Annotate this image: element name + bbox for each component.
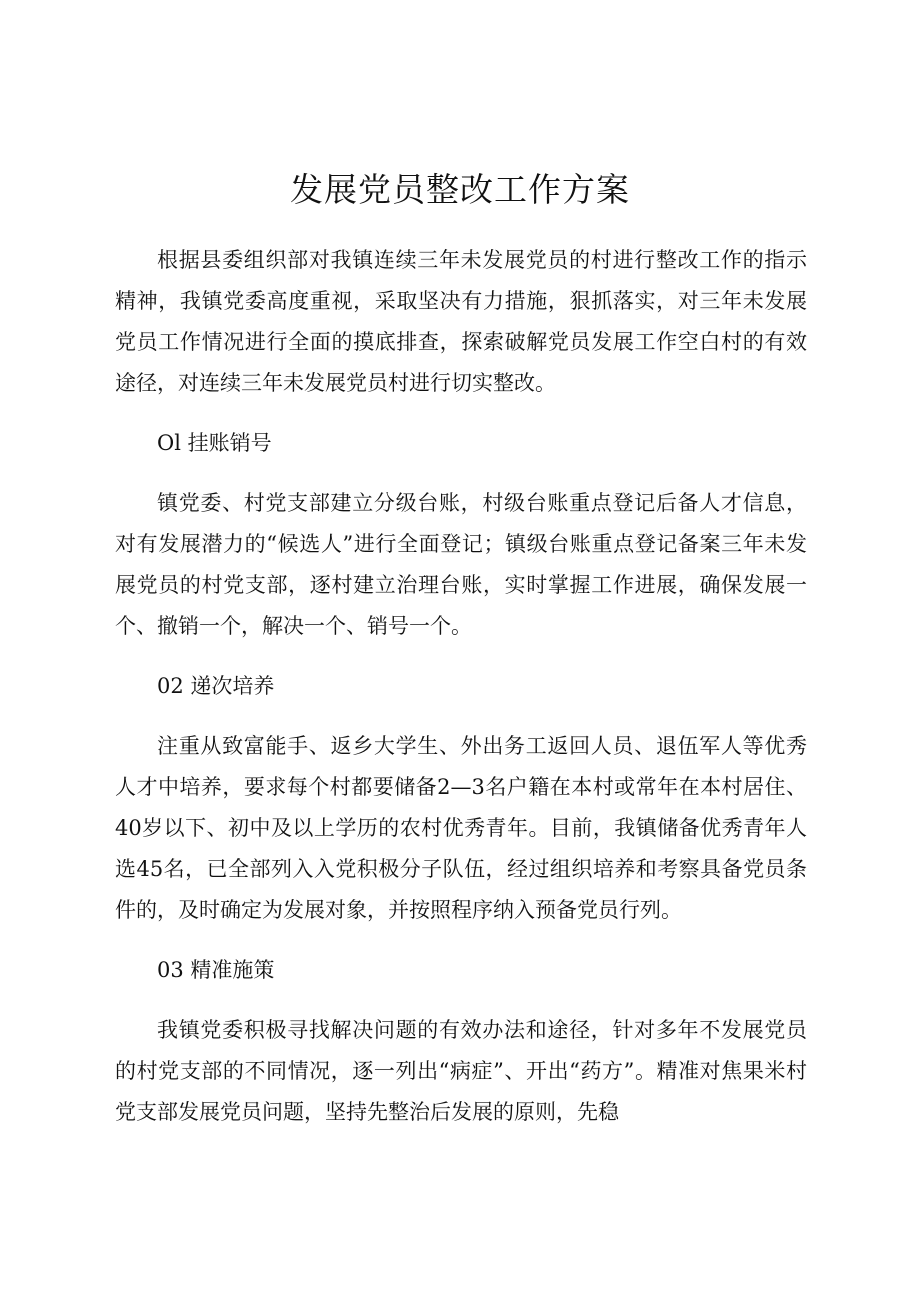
section-heading-shice: 03 精准施策 [157, 958, 275, 982]
section-paragraph-shice: 我镇党委积极寻找解决问题的有效办法和途径，针对多年不发展党员的村党支部的不同情况，逐一列出“病症”、开出“药方”。精准对焦果米村党支部发展党员问题，坚持先整治后发展的原则，先稳 [115, 1018, 807, 1124]
section-heading-peiyang: 02 递次培养 [157, 674, 275, 698]
intro-paragraph: 根据县委组织部对我镇连续三年未发展党员的村进行整改工作的指示精神，我镇党委高度重视，采取坚决有力措施，狠抓落实，对三年未发展党员工作情况进行全面的摸底排查，探索破解党员发展工作空白村的有效途径，对连续三年未发展党员村进行切实整改。 [115, 248, 807, 395]
document-title: 发展党员整改工作方案 [290, 170, 630, 209]
section-paragraph-guazhang: 镇党委、村党支部建立分级台账，村级台账重点登记后备人才信息，对有发展潜力的“候选人”进行全面登记；镇级台账重点登记备案三年未发展党员的村党支部，逐村建立治理台账，实时掌握工作进展，确保发展一个、撤销一个，解决一个、销号一个。 [115, 491, 807, 638]
section-heading-guazhang: Ol 挂账销号 [157, 431, 272, 455]
document-body [115, 240, 807, 1152]
section-paragraph-peiyang: 注重从致富能手、返乡大学生、外出务工返回人员、退伍军人等优秀人才中培养，要求每个村都要储备2—3名户籍在本村或常年在本村居住、40岁以下、初中及以上学历的农村优秀青年。目前，我镇储备优秀青年人选45名，已全部列入入党积极分子队伍，经过组织培养和考察具备党员条件的，及时确定为发展对象，并按照程序纳入预备党员行列。 [115, 734, 807, 922]
